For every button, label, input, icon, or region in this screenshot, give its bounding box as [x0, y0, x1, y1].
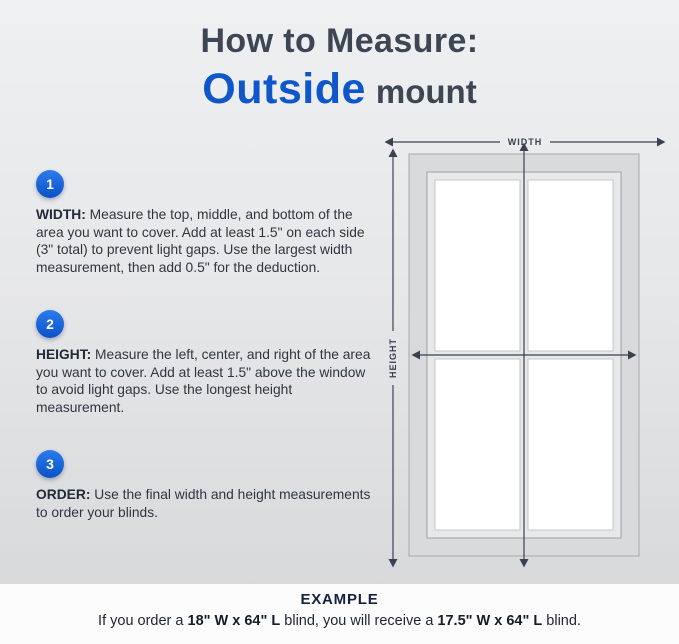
height-arrow-label: HEIGHT	[388, 337, 398, 379]
title-mount-type: Outside	[202, 65, 366, 113]
example-sentence	[0, 613, 679, 629]
step-2-label: HEIGHT:	[36, 347, 92, 362]
step-3-label: ORDER:	[36, 487, 91, 502]
instruction-steps	[36, 170, 374, 570]
page-title	[0, 22, 679, 114]
window-measurement-diagram	[383, 132, 667, 584]
step-1-badge: 1	[36, 170, 64, 198]
step-2-body: Measure the left, center, and right of the area you want to cover. Add at least 1.5" above the window to avoid light gaps. Use the longest height measurement.	[36, 347, 371, 415]
step-1-label: WIDTH:	[36, 207, 86, 222]
example-heading: EXAMPLE	[300, 591, 379, 608]
step-height	[36, 310, 374, 416]
example-prefix: If you order a	[98, 613, 188, 629]
title-mount-word: mount	[375, 73, 477, 110]
step-order	[36, 450, 374, 521]
title-line-1: How to Measure:	[200, 22, 479, 60]
example-order-size: 18" W x 64" L	[187, 613, 281, 629]
step-3-text	[36, 486, 374, 521]
window-pane-top-right	[528, 180, 613, 351]
width-arrow-label: WIDTH	[507, 137, 543, 147]
title-line-2	[0, 65, 679, 114]
step-width	[36, 170, 374, 276]
step-1-body: Measure the top, middle, and bottom of the area you want to cover. Add at least 1.5" on each side (3" total) to prevent light gaps. Use the largest width measurement, then add 0.5" for the deduction.	[36, 207, 365, 275]
example-suffix: blind.	[542, 613, 581, 629]
window-pane-bottom-left	[435, 359, 520, 530]
example-footer	[0, 584, 679, 644]
window-diagram-svg	[383, 132, 667, 584]
step-1-text	[36, 206, 374, 276]
step-3-badge: 3	[36, 450, 64, 478]
window-pane-bottom-right	[528, 359, 613, 530]
window-pane-top-left	[435, 180, 520, 351]
step-2-text	[36, 346, 374, 416]
example-receive-size: 17.5" W x 64" L	[437, 613, 543, 629]
step-2-badge: 2	[36, 310, 64, 338]
step-3-body: Use the final width and height measurements to order your blinds.	[36, 487, 371, 520]
example-middle: blind, you will receive a	[280, 613, 438, 629]
